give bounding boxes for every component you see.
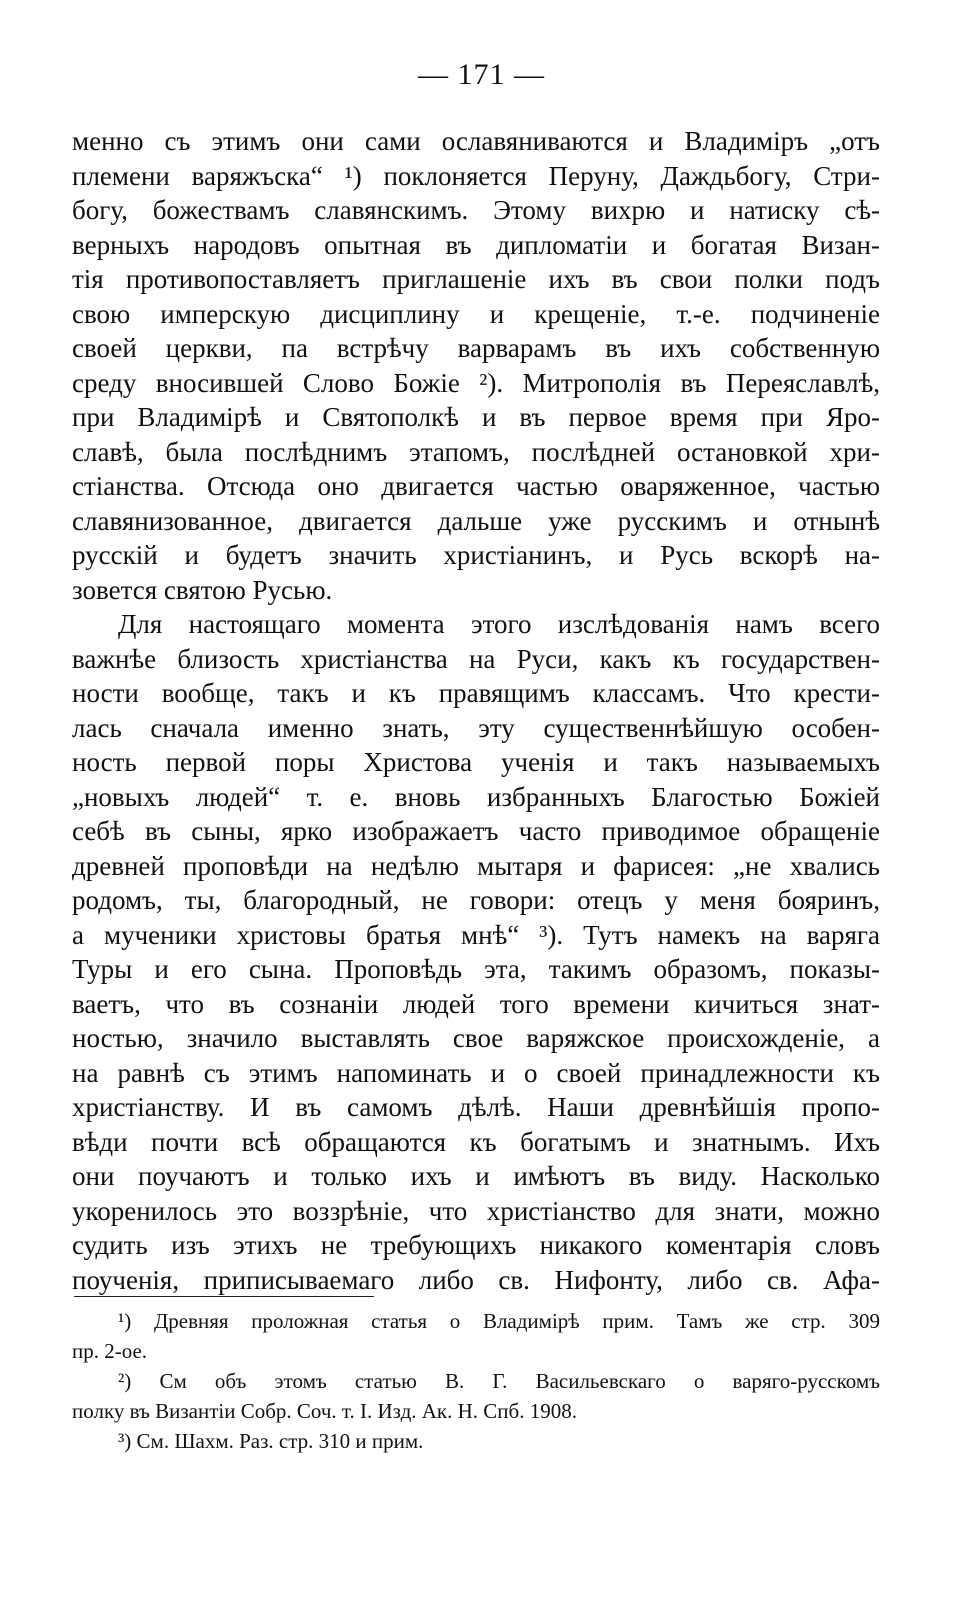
- text-line: укоренилось это воззрѣніе, что христіанство для знати, можно: [72, 1195, 880, 1226]
- text-line: древней проповѣди на недѣлю мытаря и фарисея: „не хвались: [72, 850, 880, 881]
- footnote-line: пр. 2-ое.: [72, 1339, 148, 1363]
- text-line: Для настоящаго момента этого изслѣдованія намъ всего: [118, 609, 880, 639]
- text-line: верныхъ народовъ опытная въ дипломатіи и богатая Визан-: [72, 229, 880, 260]
- text-line: ности вообще, такъ и къ правящимъ классамъ. Что крести-: [72, 678, 880, 708]
- text-line: при Владимірѣ и Святополкѣ и въ первое время при Яро-: [72, 402, 880, 432]
- text-line: ностью, значило выставлять свое варяжское происхожденіе, а: [72, 1023, 880, 1053]
- text-line: поученія, приписываемаго либо св. Нифонту, либо св. Афа-: [72, 1264, 880, 1295]
- text-line: вѣди почти всѣ обращаются къ богатымъ и знатнымъ. Ихъ: [72, 1126, 880, 1157]
- text-line: родомъ, ты, благородный, не говори: отецъ у меня бояринъ,: [72, 885, 880, 915]
- text-line: стіанства. Отсюда оно двигается частью оваряженное, частью: [72, 471, 880, 501]
- text-line: важнѣе близость христіанства на Руси, какъ къ государствен-: [72, 643, 880, 674]
- body-text: [72, 124, 880, 1297]
- footnote-line: ³) См. Шахм. Раз. стр. 310 и прим.: [118, 1429, 424, 1453]
- text-line: своей церкви, па встрѣчу варварамъ въ ихъ собственную: [72, 333, 880, 363]
- text-line: среду вносившей Слово Божіе ²). Митрополія въ Переяславлѣ,: [72, 367, 880, 398]
- footnote-line: полку въ Византіи Собр. Соч. т. I. Изд. Ак. Н. Спб. 1908.: [72, 1399, 577, 1423]
- text-line: русскій и будетъ значить христіанинъ, и Русь вскорѣ на-: [72, 540, 880, 570]
- text-line: свою имперскую дисциплину и крещеніе, т.-е. подчиненіе: [72, 298, 880, 329]
- page-number: — 171 —: [418, 58, 545, 91]
- footnote-line: ¹) Древняя проложная статья о Владимірѣ прим. Тамъ же стр. 309: [118, 1309, 880, 1333]
- text-line: славянизованное, двигается дальше уже русскимъ и отнынѣ: [72, 505, 880, 536]
- text-line: судить изъ этихъ не требующихъ никакого коментарія словъ: [72, 1230, 880, 1260]
- text-line: богу, божествамъ славянскимъ. Этому вихрю и натиску сѣ-: [72, 195, 880, 225]
- text-line: ваетъ, что въ сознаніи людей того времени кичиться знат-: [72, 988, 880, 1019]
- text-line: менно съ этимъ они сами ославяниваются и Владиміръ „отъ: [72, 126, 880, 156]
- text-line: зовется святою Русью.: [72, 574, 333, 605]
- footnote-divider: [74, 1296, 374, 1297]
- footnotes: [72, 1306, 880, 1456]
- text-line: тія противопоставляетъ приглашеніе ихъ въ свои полки подъ: [72, 264, 880, 294]
- text-line: они поучаютъ и только ихъ и имѣютъ въ виду. Насколько: [72, 1161, 880, 1191]
- text-line: на равнѣ съ этимъ напоминать и о своей принадлежности къ: [72, 1057, 880, 1088]
- text-line: а мученики христовы братья мнѣ“ ³). Тутъ намекъ на варяга: [72, 919, 880, 950]
- text-line: Туры и его сына. Проповѣдь эта, такимъ образомъ, показы-: [72, 954, 880, 984]
- text-line: ность первой поры Христова ученія и такъ называемыхъ: [72, 747, 880, 777]
- text-line: славѣ, была послѣднимъ этапомъ, послѣдней остановкой хри-: [72, 436, 880, 467]
- text-line: христіанству. И въ самомъ дѣлѣ. Наши древнѣйшія пропо-: [72, 1092, 880, 1122]
- footnote-line: ²) См объ этомъ статью В. Г. Васильевскаго о варяго-русскомъ: [118, 1369, 880, 1393]
- text-line: „новыхъ людей“ т. е. вновь избранныхъ Благостью Божіей: [72, 781, 880, 812]
- text-line: себѣ въ сыны, ярко изображаетъ часто приводимое обращеніе: [72, 816, 880, 846]
- text-line: лась сначала именно знать, эту существеннѣйшую особен-: [72, 712, 880, 743]
- text-line: племени варяжъска“ ¹) поклоняется Перуну, Даждьбогу, Стри-: [72, 160, 880, 191]
